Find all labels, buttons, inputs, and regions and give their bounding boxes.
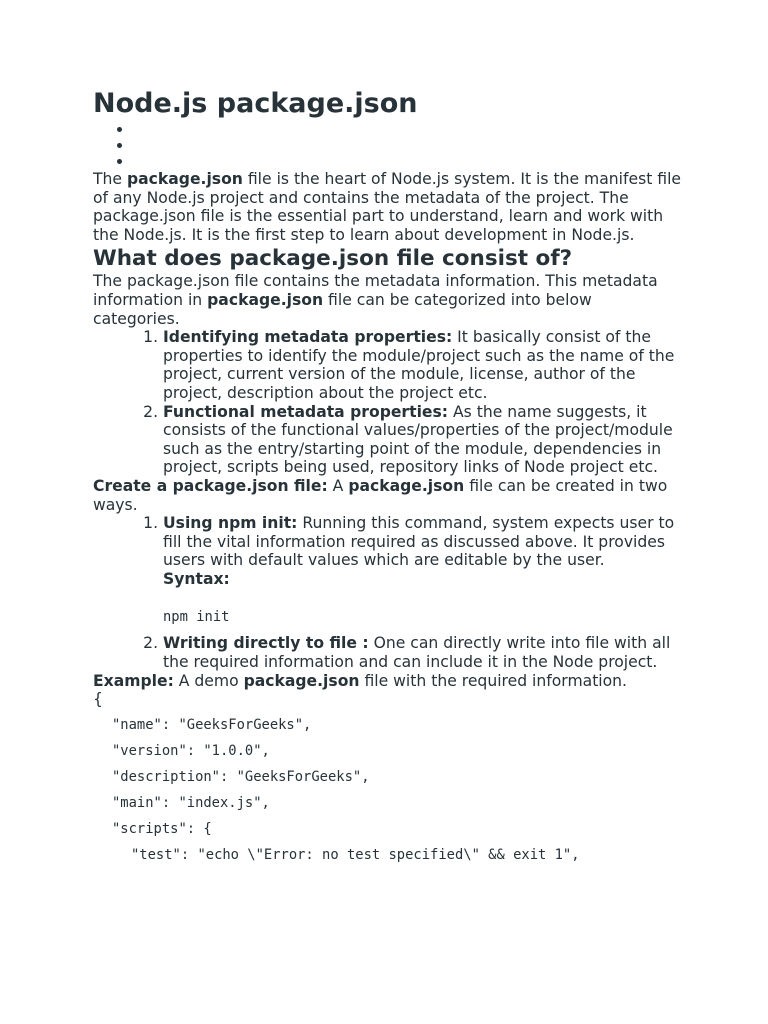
code-line: "version": "1.0.0", — [112, 742, 270, 759]
code-block — [93, 690, 683, 868]
syntax-label: Syntax: — [163, 569, 230, 588]
metadata-categories-list — [93, 328, 683, 477]
article — [93, 86, 683, 868]
section-heading: What does package.json file consist of? — [93, 246, 573, 272]
list-item: 2. Writing directly to file : One can directly write into file with all the required information and can include it in the Node project. — [163, 634, 683, 671]
section-paragraph: The package.json file contains the metadata information. This metadata information in package.json file can be categorized into below categories. — [93, 272, 658, 328]
bullet-item — [118, 138, 683, 154]
intro-paragraph: The package.json file is the heart of Node.js system. It is the manifest file of any Node.js project and contains the metadata of the project. The package.json file is the essential part to understand, learn and work with the Node.js. It is the first step to learn about development in Node.js. — [93, 170, 682, 244]
example-paragraph: Example: A demo package.json file with the required information. — [93, 671, 628, 690]
code-line: "scripts": { — [112, 820, 212, 837]
code-line: "main": "index.js", — [112, 794, 270, 811]
list-item: 2. Functional metadata properties: As the name suggests, it consists of the functional values/properties of the project/module such as the entry/starting point of the module, dependencies in project, scripts being used, repository links of Node project etc. — [163, 403, 683, 477]
list-item: 1. Identifying metadata properties: It basically consist of the properties to identify the module/project such as the name of the project, current version of the module, license, author of the project, description about the project etc. — [163, 328, 683, 402]
bullet-list — [93, 122, 683, 170]
create-paragraph: Create a package.json file: A package.json file can be created in two ways. — [93, 476, 668, 514]
code-snippet: npm init — [163, 609, 230, 626]
bullet-item — [118, 154, 683, 170]
page-title: Node.js package.json — [93, 88, 418, 119]
code-line: "description": "GeeksForGeeks", — [112, 768, 370, 785]
syntax-block — [163, 570, 683, 627]
code-line: "test": "echo \"Error: no test specified\" && exit 1", — [131, 846, 580, 863]
list-item: 1. Using npm init: Running this command, system expects user to fill the vital information required as discussed above. It provides users with default values which are editable by the user. Syntax: npm init — [163, 514, 683, 626]
code-line: { — [93, 690, 103, 709]
create-methods-list — [93, 514, 683, 672]
code-line: "name": "GeeksForGeeks", — [112, 716, 312, 733]
bullet-item — [118, 122, 683, 138]
